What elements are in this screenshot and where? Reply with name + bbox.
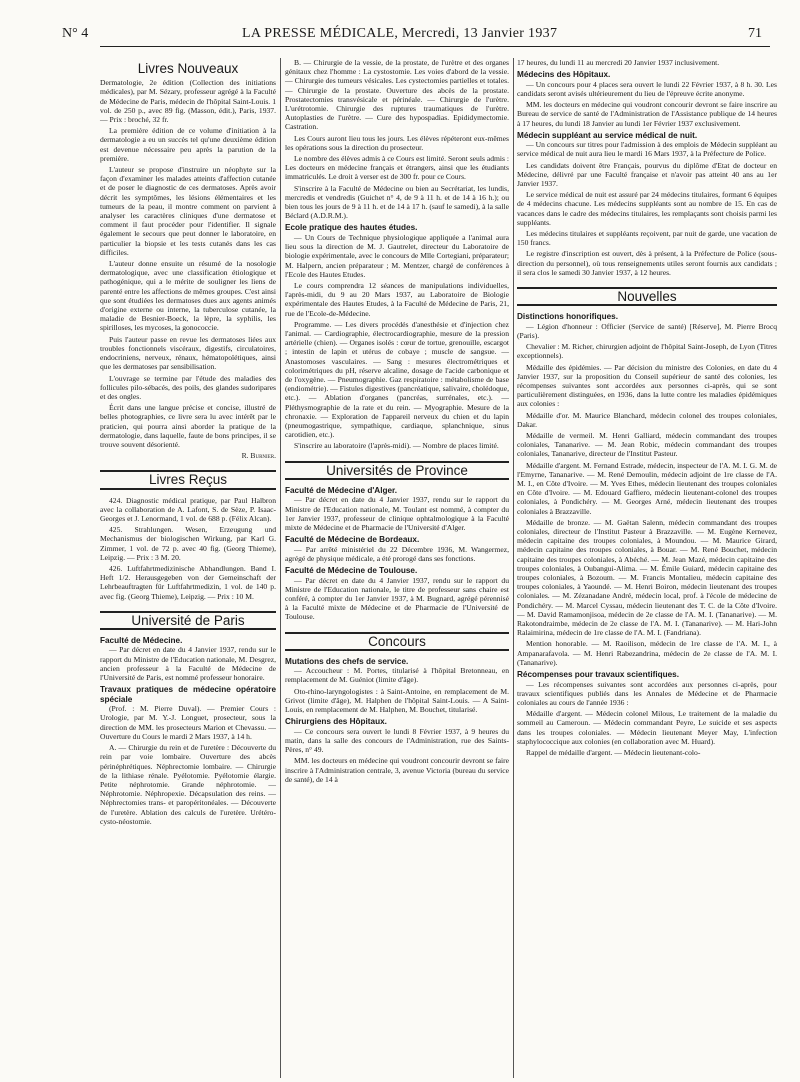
paragraph: — Un concours pour 4 places sera ouvert le lundi 22 Février 1937, à 8 h. 30. Les candidats seront avisés ultérieurement du lieu de l'épreuve écrite anonyme. <box>517 79 777 98</box>
paragraph: A. — Chirurgie du rein et de l'uretère : Découverte du rein par voie lombaire. Ouverture des abcès périnéphrétiques. Néphrectomie lombaire. — Chirurgie de la lithiase rénale. Pyélotomie. Pyélotomie élargie. Petite néphrotomie. Grande néphrotomie. — Néphrotomie. Néphropexie. Décapsulation des reins. — Néphrectomies trans- et paropéritonéales. — Découverte de l'uretère. Ablation des calculs de l'uretère. Urétéro-cysto-néostomie. <box>100 743 276 826</box>
paragraph: Médaille des épidémies. — Par décision du ministre des Colonies, en date du 4 Janvier 1937, sur la proposition du Conseil supérieur de santé des colonies, les récompenses suivantes sont accordées aux personnes ci-après, qui se sont particulièrement distinguées, en 1936, dans la lutte contre les maladies épidémiques aux colonies : <box>517 362 777 409</box>
paragraph: — Par décret en date du 4 Janvier 1937, rendu sur le rapport du Ministre de l'Education nationale, le titre de professeur sans chaire est conféré, à compter du 1er Janvier 1937, à M. Bugnard, agrégé pérennisé à la Faculté mixte de Médecine et de Pharmacie de l'Université de Toulouse. <box>285 575 509 622</box>
paragraph: — Légion d'honneur : Officier (Service de santé) [Réserve], M. Pierre Brocq (Paris). <box>517 321 777 340</box>
journal-title: LA PRESSE MÉDICALE, Mercredi, 13 Janvier 1937 <box>242 26 558 41</box>
subheading: Chirurgiens des Hôpitaux. <box>285 717 387 727</box>
section-heading-livres-nouveaux: Livres Nouveaux <box>137 61 239 76</box>
header-rule <box>100 46 770 47</box>
subheading: Faculté de Médecine de Toulouse. <box>285 566 418 576</box>
paragraph: Rappel de médaille d'argent. — Médecin lieutenant-colo- <box>526 748 701 757</box>
subheading: Faculté de Médecine de Bordeaux. <box>285 535 420 545</box>
paragraph: Médaille d'or. M. Maurice Blanchard, médecin colonel des troupes coloniales, Dakar. <box>517 410 777 429</box>
subheading: Médecin suppléant au service médical de nuit. <box>517 130 698 140</box>
section-heading-concours: Concours <box>285 632 509 651</box>
subheading: Faculté de Médecine d'Alger. <box>285 485 398 495</box>
paragraph: MM. les docteurs en médecine qui voudront concourir devront se faire inscrire à l'Administration centrale, 3, avenue Victoria (bureau du service de santé), de 14 à <box>285 756 509 784</box>
subheading: Travaux pratiques de médecine opératoire spéciale <box>100 685 276 704</box>
paragraph: Les candidats doivent être Français, pourvus du diplôme d'Etat de docteur en Médecine, délivré par une Faculté française et n'avoir pas atteint 40 ans au 1er Janvier 1937. <box>517 160 777 189</box>
paragraph: Le registre d'inscription est ouvert, dès à présent, à la Préfecture de Police (sous-direction du personnel), où tous renseignements utiles seront fournis aux candidats ; il sera clos le samedi 30 Janvier 1937, à 12 heures. <box>517 249 777 277</box>
page-header <box>62 26 762 46</box>
section-heading-livres-recus: Livres Reçus <box>100 470 276 489</box>
paragraph: Le nombre des élèves admis à ce Cours est limité. Seront seuls admis : Les docteurs en médecine français et étrangers, ainsi que les étudiants immatriculés. Le droit à verser est de 300 fr. pour ce Cours. <box>285 154 509 182</box>
paragraph: Les médecins titulaires et suppléants reçoivent, par nuit de garde, une vacation de 150 francs. <box>517 229 777 248</box>
subheading: Médecins des Hôpitaux. <box>517 70 611 80</box>
section-heading-nouvelles: Nouvelles <box>517 287 777 306</box>
column-divider <box>513 58 514 1078</box>
paragraph: — Par arrêté ministériel du 22 Décembre 1936, M. Wangermez, agrégé de physique médicale, a été prorogé dans ses fonctions. <box>285 544 509 563</box>
subheading: Faculté de Médecine. <box>100 635 183 645</box>
paragraph: Les Cours auront lieu tous les jours. Les élèves répéteront eux-mêmes les opérations sous la direction du prosecteur. <box>285 133 509 152</box>
paragraph: Chevalier : M. Richer, chirurgien adjoint de l'hôpital Saint-Joseph, de Lyon (Titres exceptionnels). <box>517 342 777 361</box>
paragraph: B. — Chirurgie de la vessie, de la prostate, de l'urètre et des organes génitaux chez l'homme : La cystostomie. Les voies d'abord de la vessie. — Chirurgie des tumeurs vésicales. Les cystectomies partielles et totales. — Chirurgie de la prostate. Ouverture des abcès de la prostate. Prostatectomies transvésicale et périnéale. — Chirurgie de l'urètre. L'urétrotomie. Chirurgie des ruptures traumatiques de l'urètre. Autoplasties de l'urètre. — Cure des hypospadias. Epididymectomie. Castration. <box>285 58 509 132</box>
review-paragraph: Puis l'auteur passe en revue les dermatoses liées aux troubles fonctionnels viscéraux, digestifs, circulatoires, endocriniens, nerveux, rénaux, hématopoïétiques, ainsi que les dermatoses par sensibilisation. <box>100 334 276 372</box>
section-heading-universites-province: Universités de Province <box>285 461 509 480</box>
paragraph: S'inscrire à la Faculté de Médecine ou bien au Secrétariat, les lundis, mercredis et vendredis (Guichet n° 4, de 9 à 11 h. et de 14 à 16 h.); ou bien tous les jours de 9 à 11 h. et de 14 à 17 h. (sauf le samedi), à la salle Béclard (A.D.R.M.). <box>285 183 509 221</box>
review-paragraph: L'auteur donne ensuite un résumé de la nosologie dermatologique, avec une classification étiologique et pathogénique, qui a le mérite de souligner les liens de parenté entre les affections de mêmes groupes. C'est ainsi que sont étudiées les dermatoses dues aux agents animés d'origine externe ou interne, la tuberculose cutanée, la maladie de Besnier-Boeck, la lèpre, la syphilis, les spirilloses, les mycoses, la gonococcie. <box>100 259 276 333</box>
review-signature: R. Burnier. <box>241 451 276 461</box>
subheading: Ecole pratique des hautes études. <box>285 223 418 233</box>
page-number: 71 <box>748 26 762 41</box>
received-book-item: 424. Diagnostic médical pratique, par Paul Halbron avec la collaboration de A. Lafont, S. de Sèze, P. Isaac-Georges et J. Lenormand, 1 vol. de 688 p. (Félix Alcan). <box>100 495 276 523</box>
subheading: Mutations des chefs de service. <box>285 656 409 666</box>
paragraph: Le cours comprendra 12 séances de manipulations individuelles, l'après-midi, du 9 au 20 Mars 1937, au Laboratoire de Biologie expérimentale des Hautes Etudes, à la Faculté de Médecine de Paris, 21, rue de l'Ecole-de-Médecine. <box>285 280 509 318</box>
paragraph: Le service médical de nuit est assuré par 24 médecins titulaires, formant 6 équipes de 4 médecins chacune. Les médecins suppléants sont au nombre de 15. En cas de vacances dans le cadre des médecins titulaires, les remplaçants sont choisis parmi les suppléants. <box>517 190 777 227</box>
paragraph: MM. les docteurs en médecine qui voudront concourir devront se faire inscrire au Bureau de service de santé de l'Administration de l'Assistance publique de 14 heures à 17 heures, du lundi 18 Janvier au lundi 1er Février 1937 exclusivement. <box>517 100 777 128</box>
book-entry: Dermatologie, 2e édition (Collection des initiations médicales), par M. Sézary, professeur agrégé à la Faculté de Médecine de Paris, médecin de l'hôpital Saint-Louis. 1 vol. de 250 p., avec 89 fig. (Masson, édit.), Paris, 1937. — Prix : broché, 32 fr. <box>100 78 276 125</box>
paragraph: — Les récompenses suivantes sont accordées aux personnes ci-après, pour travaux scientifiques publiés dans les Annales de Médecine et de Pharmacie coloniales au cours de l'année 1936 : <box>517 679 777 707</box>
column-divider <box>280 58 281 1078</box>
paragraph: S'inscrire au laboratoire (l'après-midi). — Nombre de places limité. <box>294 441 499 451</box>
paragraph: 17 heures, du lundi 11 au mercredi 20 Janvier 1937 inclusivement. <box>517 58 720 67</box>
paragraph: — Par décret en date du 4 Janvier 1937, rendu sur le rapport du Ministre de l'Education nationale, M. Toulant est nommé, à compter du 1er Janvier 1937, professeur de clinique ophtalmologique à la Faculté mixte de Médecine et de Pharmacie de l'Université d'Alger. <box>285 495 509 532</box>
subheading: Récompenses pour travaux scientifiques. <box>517 670 679 680</box>
column-2 <box>285 58 509 786</box>
paragraph: — Un Cours de Technique physiologique appliquée a l'animal aura lieu sous la direction de M. J. Gautrelet, directeur du Laboratoire de biologie expérimentale, avec le concours de Mlle Cortegiani, préparateur; M. Halpern, ancien préparateur ; M. Mentzer, chargé de conférences à l'Ecole des Hautes Etudes. <box>285 232 509 279</box>
paragraph: (Prof. : M. Pierre Duval). — Premier Cours : Urologie, par M. Y.-J. Longuet, prosecteur, sous la direction de MM. les prosecteurs Marion et Chevassu. — Ouverture du Cours le mardi 2 Mars 1937, à 14 h. <box>100 704 276 741</box>
paragraph: — Par décret en date du 4 Janvier 1937, rendu sur le rapport du Ministre de l'Education nationale, M. Desgrez, ancien professeur à la Faculté de Médecine de l'Université de Paris, est nommé professeur honoraire. <box>100 645 276 683</box>
paragraph: — Un concours sur titres pour l'admission à des emplois de Médecin suppléant au service médical de nuit aura lieu le mardi 16 Mars 1937, à la Préfecture de Police. <box>517 140 777 159</box>
paragraph: Oto-rhino-laryngologistes : à Saint-Antoine, en remplacement de M. Grivot (limite d'âge), M. Halphen de l'hôpital Saint-Louis. — A Saint-Louis, en remplacement de M. Halphen, M. Bouchet, titularisé. <box>285 686 509 715</box>
paragraph: Médaille de vermeil. M. Henri Galliard, médecin commandant des troupes coloniales, Tananarive. — M. Jean Robic, médecin commandant des troupes coloniales, Tananarive, directeur de l'Institut Pasteur. <box>517 431 777 459</box>
paragraph: Mention honorable. — M. Raoilison, médecin de 1re classe de l'A. M. I., à Ampanarafavola. — M. Henri Rabezandrina, médecin de 2e classe de l'A. M. I. (Tananarive). <box>517 639 777 667</box>
column-3 <box>517 58 777 759</box>
paragraph: Programme. — Les divers procédés d'anesthésie et d'injection chez l'animal. — Cardiographie, électrocardiographie, mesure de la pression artérielle (chien). — Organes isolés : cœur de tortue, grenouille, escargot ; intestin de lapin et utérus de cobaye ; muscle de sangsue. — Anastomoses vasculaires. — Sang : mesures électrométriques et colorimétriques du pH, réserve alcaline, dosage de l'acide carbonique et de l'oxygène. — Pneumographie. Gaz respiratoire : métabolisme de base (endiométrie). — Fistules digestives (pancréatique, salivaire, cholédoque, etc.). — Ablation d'organes (pancréas, surrénales, etc.). — Pléthysmographie de la rate et du rein. — Myographie. Mesure de la chronaxie. — Exploration de l'appareil nerveux du chien et du lapin (pneumogastrique, sympathique, cardiaque, splanchnique, sinus carotidien, etc.). <box>285 319 509 440</box>
received-book-item: 425. Strahlungen. Wesen, Erzeugung und Mechanismus der biologischen Wirkung, par Karl G. Zimmer, 1 vol. de 72 p. avec 40 fig. (Georg Thieme), Leipzig. — Prix : 3 M. 20. <box>100 525 276 562</box>
subheading: Distinctions honorifiques. <box>517 312 618 322</box>
paragraph: — Ce concours sera ouvert le lundi 8 Février 1937, à 9 heures du matin, dans la salle des concours de l'Administration, rue des Saints-Pères, n° 49. <box>285 726 509 755</box>
column-1 <box>100 58 276 828</box>
paragraph: Médaille de bronze. — M. Gaëtan Salenn, médecin commandant des troupes coloniales, directeur de l'Institut Pasteur à Brazzaville. — M. Eugène Kernevez, médecin capitaine des troupes coloniales, à Moundou. — M. Maurice Girard, médecin capitaine des troupes coloniales, à Bouar. — M. René Bouchet, médecin capitaine des troupes coloniales, à Abéché. — M. Jean Mazé, médecin capitaine des troupes coloniales, à Oubangui-Alima. — M. Émile Guiard, médecin capitaine des troupes coloniales, à Bozoum. — M. Francis Montalieu, médecin capitaine des troupes coloniales, à Yaoundé. — M. Henri Boiron, médecin lieutenant des troupes coloniales. — M. Zézanadane André, médecin local, prof. à l'école de médecine de Pondichéry. — M. Marcel Cyssau, médecin lieutenant des T. C. de la Côte d'Ivoire. — M. David Ramamonjisoa, médecin de 2e classe de l'A. M. I. (Tananarive). — M. Rakotondraimbe, médecin de 2e classe de l'A. M. I. (Tananarive). — M. Hari-John Ralaimirina, médecin de 1re classe de l'A. M. I. (Fandriana). <box>517 517 777 638</box>
paragraph: Médaille d'argent. M. Fernand Estrade, médecin, inspecteur de l'A. M. I. G. M. de l'Emyrne, Tananarive. — M. René Demoulin, médecin adjoint de 1re classe de l'A. M. I., en Côte d'Ivoire. — M. Yves Ethes, médecin lieutenant des troupes coloniales en Côte d'Ivoire. — M. Edouard Gaffiero, médecin lieutenant-colonel des troupes coloniales, à Pondichéry. — M. Georges Arné, médecin lieutenant des troupes coloniales à Brazzaville. <box>517 460 777 516</box>
paragraph: Médaille d'argent. — Médecin colonel Milous, Le traitement de la maladie du sommeil au Cameroun. — Médecin commandant Peyre, Le suicide et ses aspects dans les troupes coloniales. — Médecin lieutenant Meyer May, L'infection staphylococcique aux colonies (en collaboration avec M. Huard). <box>517 709 777 746</box>
section-heading-universite-paris: Université de Paris <box>100 611 276 630</box>
review-paragraph: L'auteur se propose d'instruire un néophyte sur la façon d'examiner les malades atteints d'affection cutanée et de poser le diagnostic de ces dermatoses. Après avoir décrit les symptômes, les lésions élémentaires et les tumeurs de la peau, il montre comment on parvient à analyser les caractères cliniques d'une dermatose et comment il faut procéder pour l'identifier. Il signale également le secours que peut donner le laboratoire, en particulier la biopsie et les tests cutanés dans les cas difficiles. <box>100 165 276 257</box>
review-paragraph: Écrit dans une langue précise et concise, illustré de belles photographies, ce livre sera lu avec intérêt par le praticien, qui pourra ainsi aborder la pratique de la dermatologie, dans laquelle, faute de bons principes, il se trouve souvent désorienté. <box>100 403 276 449</box>
received-book-item: 426. Luftfahrtmedizinische Abhandlungen. Band I. Heft 1/2. Herausgegeben von der Gemeinschaft der Lehrbeauftragten für Luftfahrtmedizin, 1 vol. de 140 p. avec fig. (Georg Thieme), Leipzig. — Prix : 10 M. <box>100 563 276 601</box>
review-paragraph: La première édition de ce volume d'initiation à la dermatologie a eu un succès tel qu'une deuxième édition est devenue nécessaire peu après la parution de la première. <box>100 126 276 163</box>
review-paragraph: L'ouvrage se termine par l'étude des maladies des follicules pilo-sébacés, des poils, des glandes sudoripares et des ongles. <box>100 373 276 401</box>
issue-number: N° 4 <box>62 26 89 41</box>
paragraph: — Accoucheur : M. Portes, titularisé à l'hôpital Bretonneau, en remplacement de M. Guéniot (limite d'âge). <box>285 666 509 685</box>
